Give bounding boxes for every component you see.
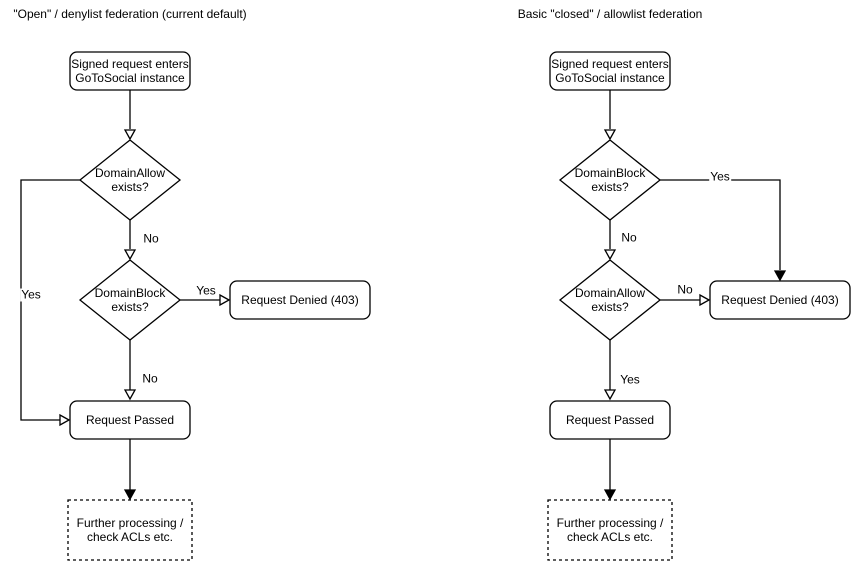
left-edge-label-decision1-yes: Yes [21,287,41,302]
right-denied-node-shape [710,281,850,319]
left-further-node-shape [68,500,192,560]
left-open-arrowhead-into-decision2 [125,250,135,259]
right-decision1-label: DomainBlock exists? [574,166,646,194]
right-decision2-diamond-shape [560,260,660,340]
left-edge-label-decision2-no: No [142,371,158,386]
right-decision2-label: DomainAllow exists? [574,286,646,314]
left-denied-node-shape [230,281,370,319]
left-open-arrowhead-into-decision1 [125,130,135,139]
left-start-node-label: Signed request enters GoToSocial instance [71,57,189,85]
left-passed-node-shape [70,401,190,439]
left-decision1-diamond-shape [80,140,180,220]
right-connector-decision1-yes-rail [660,180,780,270]
right-passed-node-label: Request Passed [565,413,655,427]
right-filled-arrowhead-into-further [605,490,615,499]
right-denied-node-label: Request Denied (403) [721,293,839,307]
right-open-arrowhead-into-decision1 [605,130,615,139]
right-decision1-diamond-shape [560,140,660,220]
right-edge-label-decision2-no: No [677,282,693,297]
right-filled-arrowhead-into-denied-top [775,271,785,280]
left-decision1-label: DomainAllow exists? [94,166,166,194]
right-further-node-label: Further processing / check ACLs etc. [556,516,664,544]
right-start-node-shape [550,52,670,90]
left-decision2-label: DomainBlock exists? [94,286,166,314]
right-open-arrowhead-into-decision2 [605,250,615,259]
right-chart-title: Basic "closed" / allowlist federation [517,7,703,21]
left-chart-title: "Open" / denylist federation (current default) [13,7,247,21]
right-open-arrowhead-into-denied-side [700,295,709,305]
right-open-arrowhead-into-passed [605,390,615,399]
right-edge-label-decision1-yes: Yes [710,169,730,184]
left-passed-node-label: Request Passed [85,413,175,427]
left-open-arrowhead-into-passed-side [60,415,69,425]
right-further-node-shape [548,500,672,560]
left-decision2-diamond-shape [80,260,180,340]
left-open-arrowhead-into-passed-top [125,390,135,399]
left-open-arrowhead-into-denied [220,295,229,305]
left-denied-node-label: Request Denied (403) [241,293,359,307]
right-start-node-label: Signed request enters GoToSocial instance [551,57,669,85]
left-further-node-label: Further processing / check ACLs etc. [76,516,184,544]
left-filled-arrowhead-into-further [125,490,135,499]
right-passed-node-shape [550,401,670,439]
left-edge-label-decision1-no: No [143,231,159,246]
left-edge-label-decision2-yes: Yes [196,283,216,298]
right-edge-label-decision2-yes: Yes [620,372,640,387]
left-start-node-shape [70,52,190,90]
right-edge-label-decision1-no: No [621,230,637,245]
